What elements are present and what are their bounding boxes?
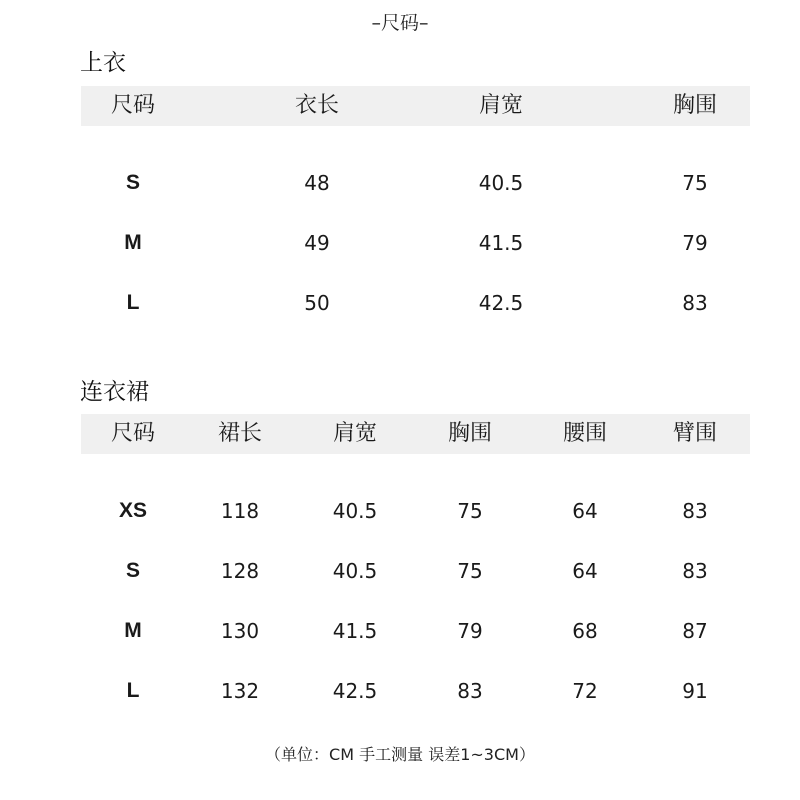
dress-section-title: 连衣裙 bbox=[80, 379, 149, 405]
dress-table-cell: 91 bbox=[682, 679, 708, 703]
dress-table-cell: 75 bbox=[457, 559, 483, 583]
tops-table-cell: 79 bbox=[682, 231, 708, 255]
dress-header-cell: 胸围 bbox=[447, 421, 493, 446]
dress-table-cell: 79 bbox=[457, 619, 483, 643]
dress-table-cell: 128 bbox=[220, 559, 260, 583]
dress-table-cell: 64 bbox=[572, 499, 598, 523]
footnote: （单位：CM 手工测量 误差1~3CM） bbox=[265, 745, 535, 764]
tops-table-cell: 48 bbox=[304, 171, 330, 195]
tops-header-cell: 尺码 bbox=[110, 93, 156, 118]
tops-table-cell: 40.5 bbox=[478, 171, 524, 195]
dress-table-cell: 41.5 bbox=[332, 619, 378, 643]
tops-size-label: M bbox=[124, 231, 142, 254]
dress-table-cell: 42.5 bbox=[332, 679, 378, 703]
tops-table-cell: 41.5 bbox=[478, 231, 524, 255]
dress-table-cell: 64 bbox=[572, 559, 598, 583]
dress-header-band bbox=[81, 414, 750, 454]
tops-section-title: 上衣 bbox=[80, 50, 126, 76]
dress-table-cell: 75 bbox=[457, 499, 483, 523]
tops-table-cell: 83 bbox=[682, 291, 708, 315]
dress-table-cell: 83 bbox=[682, 499, 708, 523]
page-title: –尺码– bbox=[371, 12, 429, 34]
dress-table-cell: 40.5 bbox=[332, 499, 378, 523]
tops-table-cell: 49 bbox=[304, 231, 330, 255]
tops-header-cell: 衣长 bbox=[294, 93, 340, 118]
dress-size-label: S bbox=[125, 559, 141, 582]
tops-header-band bbox=[81, 86, 750, 126]
dress-header-cell: 裙长 bbox=[217, 421, 263, 446]
dress-table-cell: 132 bbox=[220, 679, 260, 703]
dress-table-cell: 118 bbox=[220, 499, 260, 523]
dress-table-cell: 68 bbox=[572, 619, 598, 643]
dress-size-label: L bbox=[126, 679, 140, 702]
tops-header-cell: 肩宽 bbox=[478, 93, 524, 118]
tops-size-label: L bbox=[126, 291, 140, 314]
dress-table-cell: 83 bbox=[457, 679, 483, 703]
dress-header-cell: 腰围 bbox=[562, 421, 608, 446]
dress-table-cell: 130 bbox=[220, 619, 260, 643]
tops-size-label: S bbox=[125, 171, 141, 194]
dress-table-cell: 40.5 bbox=[332, 559, 378, 583]
dress-size-label: M bbox=[124, 619, 142, 642]
dress-table-cell: 83 bbox=[682, 559, 708, 583]
dress-size-label: XS bbox=[118, 499, 148, 522]
dress-table-cell: 72 bbox=[572, 679, 598, 703]
dress-header-cell: 肩宽 bbox=[332, 421, 378, 446]
dress-table-cell: 87 bbox=[682, 619, 708, 643]
dress-header-cell: 尺码 bbox=[110, 421, 156, 446]
tops-table-cell: 75 bbox=[682, 171, 708, 195]
tops-header-cell: 胸围 bbox=[672, 93, 718, 118]
tops-table-cell: 50 bbox=[304, 291, 330, 315]
tops-table-cell: 42.5 bbox=[478, 291, 524, 315]
dress-header-cell: 臂围 bbox=[672, 421, 718, 446]
